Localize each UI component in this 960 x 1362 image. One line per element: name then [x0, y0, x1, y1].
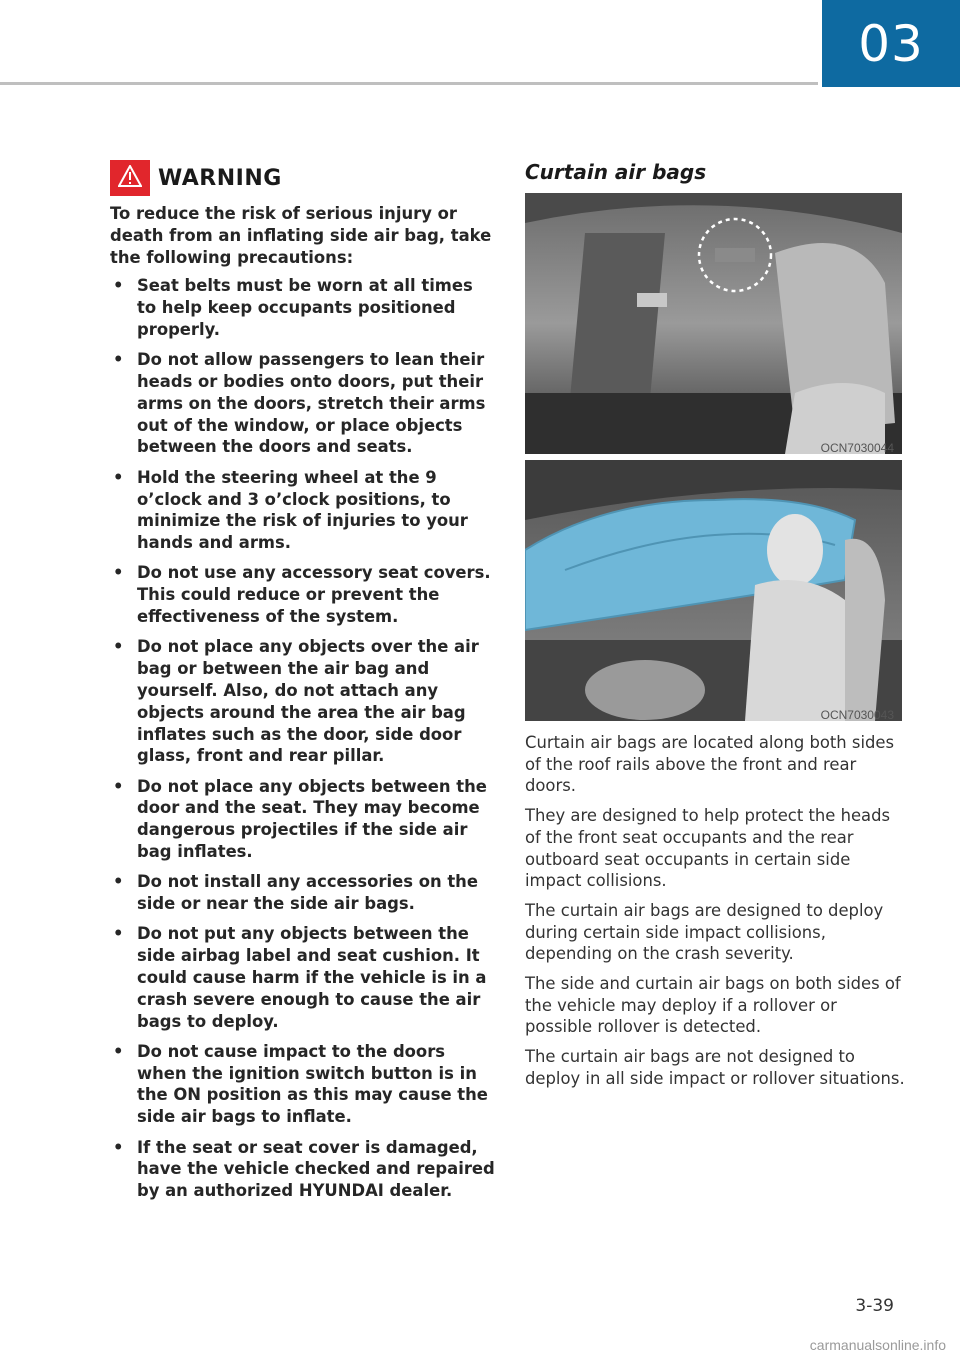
warning-triangle-icon — [110, 160, 150, 196]
paragraph: The curtain air bags are designed to deploy during certain side impact collisions, depending on the crash severity. — [525, 900, 884, 964]
warning-title: WARNING — [158, 165, 282, 191]
list-item: • Do not allow passengers to lean their heads or bodies onto doors, put their arms on the doors, stretch their arms out of the window, or place objects between the doors and seats. — [113, 350, 486, 457]
list-item: • If the seat or seat cover is damaged, have the vehicle checked and repaired by an authorized HYUNDAI dealer. — [113, 1137, 495, 1201]
list-item: • Seat belts must be worn at all times to help keep occupants positioned properly. — [113, 276, 473, 339]
warning-list — [110, 275, 495, 1202]
list-item: • Do not use any accessory seat covers. This could reduce or prevent the effectiveness of the system. — [113, 563, 491, 627]
warning-body — [110, 203, 495, 1210]
watermark: carmanualsonline.info — [809, 1337, 946, 1353]
warning-intro: To reduce the risk of serious injury or death from an inflating side air bag, take the following precautions: — [110, 204, 492, 267]
list-item: • Do not put any objects between the side airbag label and seat cushion. It could cause harm if the vehicle is in a crash severe enough to cause the air bags to deploy. — [113, 924, 487, 1031]
paragraph: They are designed to help protect the heads of the front seat occupants and the rear outboard seat occupants in certain side impact collisions. — [525, 806, 891, 891]
chapter-tab: 03 — [822, 0, 960, 87]
list-item: • Do not cause impact to the doors when the ignition switch button is in the ON position as this may cause the side air bags to inflate. — [113, 1041, 488, 1127]
list-item: • Do not place any objects over the air bag or between the air bag and yourself. Also, do not attach any objects around the area the air bag inflates such as the door, side door glass, front and rear pillar. — [113, 637, 479, 766]
paragraph: Curtain air bags are located along both sides of the roof rails above the front and rear doors. — [525, 733, 895, 796]
header-rule — [0, 82, 818, 85]
list-item: • Do not install any accessories on the side or near the side air bags. — [113, 872, 478, 914]
paragraph: The side and curtain air bags on both sides of the vehicle may deploy if a rollover or possible rollover is detected. — [525, 974, 901, 1037]
curtain-airbag-deployed-image — [525, 460, 902, 721]
curtain-airbag-location-image — [525, 193, 902, 454]
image-caption: OCN7030044 — [820, 441, 894, 455]
list-item: • Hold the steering wheel at the 9 o’clock and 3 o’clock positions, to minimize the risk of injuries to your hands and arms. — [113, 467, 468, 553]
section-title: Curtain air bags — [525, 160, 707, 184]
warning-header — [110, 160, 282, 196]
list-item: • Do not place any objects between the door and the seat. They may become dangerous projectiles if the side air bag inflates. — [113, 776, 487, 862]
paragraph: The curtain air bags are not designed to deploy in all side impact or rollover situations. — [525, 1047, 905, 1088]
page-number: 3-39 — [855, 1296, 894, 1316]
curtain-description — [525, 732, 905, 1098]
image-caption: OCN7030043 — [820, 708, 894, 722]
